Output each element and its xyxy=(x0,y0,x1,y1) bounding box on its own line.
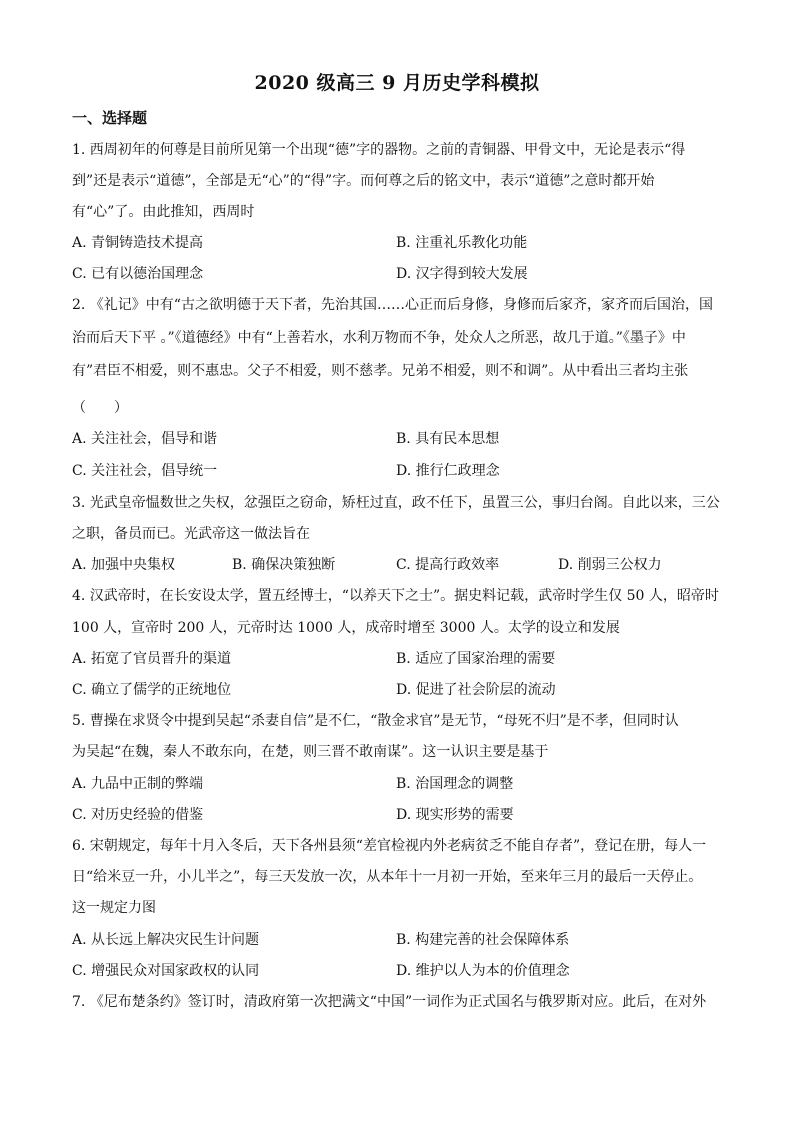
question-2-line-4: （ ） xyxy=(72,400,128,416)
question-3-option-c: C. 提高行政效率 xyxy=(396,557,500,573)
question-3-option-d: D. 削弱三公权力 xyxy=(558,557,662,573)
question-3-line-1: 3. 光武皇帝愠数世之失权，忿强臣之窃命，矫枉过直，政不任下，虽置三公，事归台阁。自此以来，三公 xyxy=(72,495,720,511)
question-4-option-b: B. 适应了国家治理的需要 xyxy=(396,651,556,667)
question-6-option-d: D. 维护以人为本的价值理念 xyxy=(396,963,570,979)
question-3-option-b: B. 确保决策独断 xyxy=(232,557,336,573)
question-1-option-c: C. 已有以德治国理念 xyxy=(72,266,204,282)
question-5-option-a: A. 九品中正制的弊端 xyxy=(72,776,204,792)
section-heading: 一、选择题 xyxy=(72,109,148,127)
question-1-line-3: 有“心”了。由此推知，西周时 xyxy=(72,204,255,220)
question-2-option-d: D. 推行仁政理念 xyxy=(396,463,500,479)
question-2-option-b: B. 具有民本思想 xyxy=(396,431,500,447)
question-5-option-b: B. 治国理念的调整 xyxy=(396,776,514,792)
question-2-option-a: A. 关注社会，倡导和谐 xyxy=(72,431,218,447)
question-5-option-c: C. 对历史经验的借鉴 xyxy=(72,807,204,823)
question-4-line-2: 100 人，宣帝时 200 人，元帝时达 1000 人，成帝时增至 3000 人。太学的设立和发展 xyxy=(72,620,620,636)
question-2-line-2: 治而后天下平 。”《道德经》中有“上善若水，水利万物而不争，处众人之所恶，故几于道。”《墨子》中 xyxy=(72,330,686,346)
question-6-option-a: A. 从长远上解决灾民生计问题 xyxy=(72,932,260,948)
question-4-option-a: A. 拓宽了官员晋升的渠道 xyxy=(72,651,232,667)
question-3-option-a: A. 加强中央集权 xyxy=(72,557,176,573)
question-4-line-1: 4. 汉武帝时，在长安设太学，置五经博士，“以养天下之士”。据史料记载，武帝时学生仅 50 人，昭帝时 xyxy=(72,588,719,604)
question-4-option-d: D. 促进了社会阶层的流动 xyxy=(396,682,556,698)
question-2-line-1: 2. 《礼记》中有“古之欲明德于天下者，先治其国……心正而后身修，身修而后家齐，家齐而后国治，国 xyxy=(72,297,713,313)
question-5-line-1: 5. 曹操在求贤令中提到吴起“杀妻自信”是不仁，“散金求官”是无节，“母死不归”是不孝，但同时认 xyxy=(72,713,679,729)
question-6-option-c: C. 增强民众对国家政权的认同 xyxy=(72,963,260,979)
question-1-option-a: A. 青铜铸造技术提高 xyxy=(72,235,204,251)
question-3-line-2: 之职，备员而已。光武帝这一做法旨在 xyxy=(72,526,310,542)
question-1-line-1: 1. 西周初年的何尊是目前所见第一个出现“德”字的器物。之前的青铜器、甲骨文中，无论是表示“得 xyxy=(72,142,686,158)
question-7-line-1: 7. 《尼布楚条约》签订时，清政府第一次把满文“中国”一词作为正式国名与俄罗斯对应。此后，在对外 xyxy=(72,994,707,1010)
question-4-option-c: C. 确立了儒学的正统地位 xyxy=(72,682,232,698)
question-1-line-2: 到”还是表示“道德”，全部是无“心”的“得”字。而何尊之后的铭文中，表示“道德”之意时都开始 xyxy=(72,173,655,189)
question-1-option-b: B. 注重礼乐教化功能 xyxy=(396,235,528,251)
document-title: 2020 级高三 9 月历史学科模拟 xyxy=(254,72,540,94)
question-6-line-3: 这一规定力图 xyxy=(72,900,156,916)
question-6-line-1: 6. 宋朝规定，每年十月入冬后，天下各州县须“差官检视内外老病贫乏不能自存者”，登记在册，每人一 xyxy=(72,838,707,854)
question-5-option-d: D. 现实形势的需要 xyxy=(396,807,514,823)
question-2-option-c: C. 关注社会，倡导统一 xyxy=(72,463,218,479)
question-5-line-2: 为吴起“在魏，秦人不敢东向，在楚，则三晋不敢南谋”。这一认识主要是基于 xyxy=(72,744,549,760)
question-1-option-d: D. 汉字得到较大发展 xyxy=(396,266,528,282)
question-6-line-2: 日“给米豆一升，小儿半之”，每三天发放一次，从本年十一月初一开始，至来年三月的最后一天停止。 xyxy=(72,869,703,885)
question-2-line-3: 有”君臣不相爱，则不惠忠。父子不相爱，则不慈孝。兄弟不相爱，则不和调”。从中看出三者均主张 xyxy=(72,363,689,379)
question-6-option-b: B. 构建完善的社会保障体系 xyxy=(396,932,570,948)
